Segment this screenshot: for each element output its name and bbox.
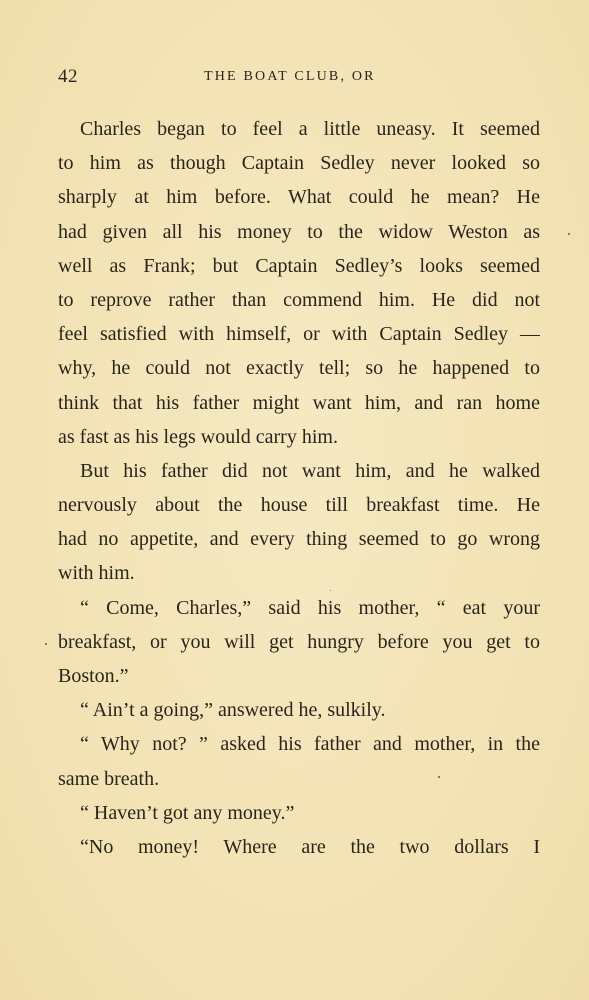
- text-line: as fast as his legs would carry him.: [58, 425, 338, 448]
- text-line: breakfast, or you will get hungry before you get to: [58, 630, 540, 653]
- text-line: with him.: [58, 562, 135, 585]
- text-line: same breath.: [58, 767, 160, 790]
- text-line: had no appetite, and every thing seemed to go wrong: [58, 528, 540, 551]
- text-line: Boston.”: [58, 665, 129, 687]
- paper-speck: [330, 590, 331, 591]
- text-line: “ Haven’t got any money.”: [80, 801, 295, 824]
- text-line: “ Ain’t a going,” answered he, sulkily.: [80, 699, 386, 722]
- text-line: to reprove rather than commend him. He did not: [58, 288, 540, 311]
- text-line: “ Why not? ” asked his father and mother, in the: [80, 733, 540, 756]
- text-line: why, he could not exactly tell; so he happened to: [58, 357, 540, 380]
- text-line: “No money! Where are the two dollars I: [80, 835, 540, 858]
- page-header: [58, 66, 540, 88]
- body-text: [58, 112, 540, 864]
- text-line: But his father did not want him, and he walked: [80, 459, 540, 482]
- text-line: to him as though Captain Sedley never looked so: [58, 152, 540, 175]
- paper-speck: [45, 643, 47, 645]
- text-line: nervously about the house till breakfast time. He: [58, 494, 540, 517]
- text-line: Charles began to feel a little uneasy. It seemed: [80, 118, 540, 140]
- text-line: “ Come, Charles,” said his mother, “ eat your: [80, 596, 540, 619]
- running-head: THE BOAT CLUB, OR: [204, 69, 376, 84]
- paper-speck: [568, 233, 570, 235]
- text-line: feel satisfied with himself, or with Captain Sedley —: [58, 323, 540, 346]
- paper-speck: [438, 776, 440, 778]
- text-line: think that his father might want him, and ran home: [58, 391, 540, 414]
- text-line: had given all his money to the widow Weston as: [58, 220, 540, 243]
- page-number: 42: [58, 66, 78, 87]
- text-line: sharply at him before. What could he mean? He: [58, 186, 540, 209]
- text-line: well as Frank; but Captain Sedley’s looks seemed: [58, 254, 540, 277]
